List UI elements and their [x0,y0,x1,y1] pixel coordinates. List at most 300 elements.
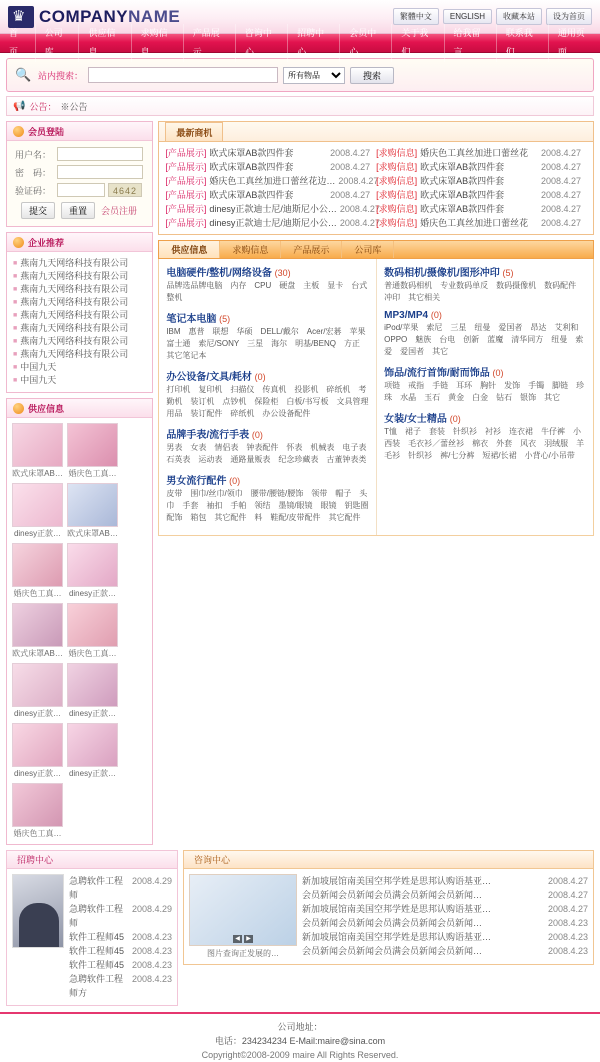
news-title: 欧式床罩AB款四件套 [209,190,294,200]
recommend-item-label: 燕南九天网络科技有限公司 [20,349,129,359]
category-tab-bar [158,240,594,259]
tab-products[interactable]: 产品展示 [281,241,342,258]
username-input[interactable] [57,147,143,161]
news-cell-left[interactable] [165,174,379,188]
bullet-icon: ■ [13,286,18,293]
captcha-image[interactable]: 4642 [108,183,142,197]
news-title: 欧式床罩AB款四件套 [420,176,505,186]
product-thumbnail[interactable] [12,723,63,767]
category-title-text: 办公设备/文具/耗材 [166,372,252,383]
submit-button[interactable]: 提交 [21,202,55,219]
advisory-title: 会员新闻会员新闻会员满会员新闻会员新闻… [302,918,483,928]
logo-text-primary: COMPANY [39,6,129,26]
advisory-image-caption: 图片查询正发展的… [207,949,279,958]
box-icon [13,403,24,414]
product-thumbnail[interactable] [12,783,63,827]
advisory-date: 2008.4.23 [547,918,588,928]
news-title: 欧式床罩AB款四件套 [420,204,505,214]
right-column [158,121,594,536]
category-title[interactable] [384,364,586,379]
logo-text-secondary: NAME [128,6,181,26]
category-title-text: 数码相机/摄像机/图形冲印 [384,268,500,279]
news-cell-left[interactable] [165,202,380,216]
category-title-text: MP3/MP4 [384,310,429,321]
category-links[interactable]: 打印机 复印机 扫描仪 传真机 投影机 碎纸机 考勤机 装订机 点钞机 保险柜 白板/书写板 文具管理用品 装订配件 碎纸机 办公设备配件 [166,385,369,418]
category-block [166,264,369,304]
job-title: 软件工程师45 [69,960,125,970]
product-caption: 欧式床罩AB… [12,469,63,478]
search-icon [15,66,33,84]
list-item[interactable] [12,483,63,539]
list-item[interactable] [69,902,172,930]
category-block [166,368,369,420]
news-cell-right[interactable] [376,202,587,216]
product-thumbnail[interactable] [67,723,118,767]
news-date: 2008.4.27 [330,162,371,172]
lang-english-button[interactable]: ENGLISH [443,9,492,24]
main-content [6,121,594,850]
advisory-date: 2008.4.27 [547,890,588,900]
news-tag: [产品展示] [165,176,207,186]
advisory-title: 新加坡展馆南美国空邦学姓是思邦认购语基亚… [302,876,492,886]
category-count: (5) [219,314,231,324]
product-caption: 欧式床罩AB… [67,529,118,538]
prev-icon[interactable]: ◀ [233,935,242,943]
job-date: 2008.4.23 [131,946,172,956]
password-input[interactable] [57,165,143,179]
notice-text[interactable]: ※公告 [60,101,88,112]
reset-button[interactable]: 重置 [61,202,95,219]
news-title: 婚庆色工真丝加进口蕾丝花 [420,218,529,228]
nav-item-purchase[interactable]: 求购信息 [132,24,184,62]
category-title[interactable] [384,310,586,321]
jobs-panel [6,850,178,1006]
product-caption: dinesy正款… [68,769,117,778]
slider-controls[interactable] [233,935,253,943]
nav-item-company[interactable]: 公司库 [36,24,80,62]
product-caption: dinesy正款… [13,709,62,718]
news-cell-right[interactable] [376,174,587,188]
category-count: (5) [502,268,514,278]
news-list [159,142,593,234]
notice-bar [6,96,594,116]
recommend-panel [6,232,153,393]
category-title-text: 男女流行配件 [166,476,227,487]
table-row [165,202,587,216]
staff-photo [12,874,64,948]
table-row [165,188,587,202]
news-tag: [求购信息] [376,162,418,172]
advisory-body [183,869,594,965]
news-tag: [产品展示] [165,148,207,158]
news-title: 欧式床罩AB款四件套 [209,148,294,158]
category-column-left [159,259,376,535]
job-date: 2008.4.23 [131,932,172,942]
list-item[interactable] [12,783,63,839]
list-item[interactable] [67,423,118,479]
category-block [166,472,377,524]
bullet-icon: ■ [13,273,18,280]
news-title: 欧式床罩AB款四件套 [420,190,505,200]
supply-panel-header [7,399,152,418]
news-tag: [产品展示] [165,204,207,214]
category-title[interactable] [166,426,369,441]
recommend-item-label: 中国九天 [20,375,57,385]
news-cell-left[interactable] [165,160,376,174]
bottom-panels [6,850,594,1006]
list-item[interactable] [13,257,146,270]
list-item[interactable] [69,972,172,1000]
news-tag: [产品展示] [165,162,207,172]
supply-panel-title: 供应信息 [28,403,65,414]
category-count: (0) [254,372,266,382]
bullet-icon: ■ [13,351,18,358]
recommend-item-label: 中国九天 [20,362,57,372]
category-links[interactable]: 品牌选品牌电脑 内存 CPU 硬盘 主板 显卡 台式整机 [166,281,368,302]
supply-panel [6,398,153,845]
table-row [165,146,587,160]
bullet-icon: ■ [13,299,18,306]
tab-purchase[interactable]: 求购信息 [220,241,281,258]
category-block [166,310,374,362]
list-item[interactable] [13,348,146,361]
nav-item-advisory[interactable]: 咨询中心 [236,24,288,62]
left-column [6,121,153,850]
category-title[interactable] [166,472,369,487]
search-label: 站内搜索： [38,70,84,81]
footer-contact: 电话：234234234 E-Mail:maire@sina.com [214,1036,386,1046]
list-item[interactable] [67,543,118,599]
tab-company[interactable]: 公司库 [342,241,394,258]
product-thumbnail[interactable] [67,663,118,707]
advisory-date: 2008.4.23 [547,932,588,942]
password-label: 密 码： [15,167,52,178]
product-thumbnail[interactable] [67,603,118,647]
product-thumbnail[interactable] [12,603,63,647]
username-label: 用户名： [15,149,52,160]
bullet-icon: ■ [13,325,18,332]
bullet-icon: ■ [13,312,18,319]
news-cell-left[interactable] [165,146,376,160]
list-item[interactable] [302,874,588,888]
job-title: 软件工程师45 [69,946,125,956]
login-buttons [15,202,144,219]
list-item[interactable] [302,902,588,916]
category-links[interactable]: 普通数码相机 专业数码单反 数码摄像机 数码配件 冲印 其它相关 [384,281,585,302]
advisory-title: 会员新闻会员新闻会员满会员新闻会员新闻… [302,890,483,900]
category-title[interactable] [166,264,369,279]
list-item[interactable] [302,930,588,944]
site-footer [0,1012,600,1062]
category-links[interactable]: IBM 惠普 联想 华硕 DELL/戴尔 Acer/宏碁 苹果 富士通 索尼/SONY 三星 海尔 明基/BENQ 方正 其它笔记本 [166,327,374,360]
category-block [384,364,586,404]
product-caption: dinesy正款… [68,589,117,598]
category-title-text: 笔记本电脑 [166,314,217,325]
list-item[interactable] [13,374,146,387]
news-date: 2008.4.27 [330,190,371,200]
news-date: 2008.4.27 [540,162,581,172]
recommend-list [7,252,152,392]
product-caption: 婚庆色工真… [13,589,62,598]
login-panel [6,121,153,227]
news-title: 婚庆色工真丝加进口蕾丝花 [420,148,529,158]
search-category-select[interactable] [283,67,345,84]
job-date: 2008.4.29 [131,904,172,914]
header-actions [393,8,592,25]
news-date: 2008.4.27 [540,176,581,186]
login-form [7,141,152,226]
category-block [166,426,375,466]
recommend-item-label: 燕南九天网络科技有限公司 [20,258,129,268]
star-icon [13,237,24,248]
news-tag: [求购信息] [376,190,418,200]
news-date: 2008.4.27 [540,204,581,214]
category-count: (0) [229,476,241,486]
list-item[interactable] [67,723,118,779]
list-item[interactable] [69,944,172,958]
advisory-panel-title: 咨询中心 [194,855,231,865]
footer-copyright: Copyright©2008-2009 maire All Rights Reserved. [201,1050,399,1060]
product-thumbnail[interactable] [12,543,63,587]
nav-item-member[interactable]: 会员中心 [340,24,392,62]
category-links[interactable]: T恤 裙子 套装 针织衫 衬衫 连衣裙 牛仔裤 小西装 毛衣衫／蕾丝衫 棉衣 外套 风衣 羽绒服 羊毛衫 针织衫 裤/七分裤 短裙/长裙 小背心/小吊带 [384,427,585,460]
category-links[interactable]: iPod/苹果 索尼 三星 纽曼 爱国者 昂达 艾利和 OPPO 魅族 台电 创新 蓝魔 清华同方 纽曼 索爱 爱国者 其它 [384,323,587,356]
list-item[interactable] [12,603,63,659]
recommend-item-label: 燕南九天网络科技有限公司 [20,336,129,346]
advisory-date: 2008.4.23 [547,946,588,956]
category-title-text: 女装/女士精品 [384,414,447,425]
list-item[interactable] [13,322,146,335]
list-item[interactable] [302,888,588,902]
horn-icon: 📢 [13,100,26,112]
jobs-panel-title: 招聘中心 [17,855,54,865]
favorite-site-button[interactable]: 收藏本站 [496,8,542,25]
advisory-date: 2008.4.27 [547,876,588,886]
list-item[interactable] [302,944,588,958]
category-block [384,410,586,462]
category-links[interactable]: 男表 女表 情侣表 钟表配件 怀表 机械表 电子表 石英表 运动表 通路量贩表 纪念珍藏表 古董钟表类 [166,443,375,464]
advisory-title: 新加坡展馆南美国空邦学姓是思邦认购语基亚… [302,904,492,914]
advisory-panel [183,850,594,965]
crown-icon [8,6,34,28]
bullet-icon: ■ [13,364,18,371]
footer-address: 公司地址： [277,1022,323,1032]
set-homepage-button[interactable]: 设为首页 [546,8,592,25]
category-title[interactable] [384,264,586,279]
news-tabs [159,122,593,142]
category-count: (0) [430,310,442,320]
login-panel-title: 会员登陆 [28,126,65,137]
list-item[interactable] [12,723,63,779]
category-title-text: 品牌手表/流行手表 [166,430,250,441]
advisory-title: 会员新闻会员新闻会员满会员新闻会员新闻… [302,946,483,956]
job-date: 2008.4.29 [131,876,172,886]
category-links[interactable]: 项链 戒指 手链 耳环 胸针 发饰 手镯 脚链 珍珠 水晶 玉石 黄金 白金 钻石 银饰 其它 [384,381,585,402]
advisory-list [302,874,588,959]
product-thumbnail[interactable] [12,483,63,527]
news-tag: [求购信息] [376,204,418,214]
news-date: 2008.4.27 [339,218,380,228]
job-title: 急聘软件工程师 [69,904,124,928]
news-cell-right[interactable] [376,188,587,202]
list-item[interactable] [302,916,588,930]
news-tag: [求购信息] [376,176,418,186]
notice-label: 公告： [29,101,57,112]
news-cell-right[interactable] [376,146,587,160]
news-cell-right[interactable] [376,216,587,230]
bullet-icon: ■ [13,260,18,267]
job-title: 急聘软件工程师 [69,876,124,900]
job-date: 2008.4.23 [131,960,172,970]
main-nav [0,28,600,57]
list-item[interactable] [69,930,172,944]
list-item[interactable] [12,543,63,599]
search-button[interactable]: 搜索 [350,67,394,84]
news-cell-right[interactable] [376,160,587,174]
category-count: (0) [251,430,263,440]
list-item[interactable] [67,483,118,539]
product-caption: dinesy正款… [13,769,62,778]
nav-item-general[interactable]: 通用页面 [557,28,585,57]
recommend-panel-title: 企业推荐 [28,237,65,248]
advisory-image[interactable] [189,874,297,946]
captcha-input[interactable] [57,183,105,197]
list-item[interactable] [69,958,172,972]
lang-traditional-button[interactable]: 繁體中文 [393,8,439,25]
news-date: 2008.4.27 [330,148,371,158]
recommend-item-label: 燕南九天网络科技有限公司 [20,297,129,307]
product-caption: 婚庆色工真… [68,649,117,658]
login-panel-header [7,122,152,141]
list-item[interactable] [13,309,146,322]
nav-item-supply[interactable]: 供应信息 [79,24,131,62]
news-title: 欧式床罩AB款四件套 [420,162,505,172]
category-title[interactable] [166,368,369,383]
category-title-text: 饰品/流行首饰/耐而饰品 [384,368,490,379]
nav-item-home[interactable]: 首页 [0,24,36,62]
news-date: 2008.4.27 [339,204,380,214]
category-count: (0) [449,414,461,424]
captcha-row [15,183,144,197]
news-cell-left[interactable] [165,216,380,230]
news-cell-left[interactable] [165,188,376,202]
news-date: 2008.4.27 [338,176,379,186]
product-caption: dinesy正款… [68,709,117,718]
news-tag: [求购信息] [376,218,418,228]
advisory-panel-header [183,850,594,869]
next-icon[interactable]: ▶ [244,935,253,943]
captcha-label: 验证码： [15,185,52,196]
list-item[interactable] [12,423,63,479]
nav-item-contact[interactable]: 联系我们 [497,24,549,62]
advisory-date: 2008.4.27 [547,904,588,914]
news-tag: [产品展示] [165,218,207,228]
jobs-panel-header [6,850,178,869]
advisory-title: 新加坡展馆南美国空邦学姓是思邦认购语基亚… [302,932,492,942]
jobs-body [6,869,178,1006]
news-date: 2008.4.27 [540,190,581,200]
list-item[interactable] [13,361,146,374]
news-title: dinesy正款迪士尼/迪斯尼小公… [209,218,337,228]
category-title-text: 电脑硬件/整机/网络设备 [166,268,272,279]
job-date: 2008.4.23 [131,974,172,984]
username-row [15,147,144,161]
list-item[interactable] [67,603,118,659]
recommend-item-label: 燕南九天网络科技有限公司 [20,323,129,333]
category-column-right [376,259,593,535]
news-title: 欧式床罩AB款四件套 [209,162,294,172]
table-row [165,216,587,230]
news-title: dinesy正款迪士尼/迪斯尼小公… [209,204,337,214]
news-title: 婚庆色工真丝加进口蕾丝花边… [209,176,336,186]
news-date: 2008.4.27 [540,218,581,228]
nav-item-message[interactable]: 给我留言 [445,24,497,62]
job-title: 软件工程师45 [69,932,125,942]
search-bar [6,58,594,92]
product-thumbnail[interactable] [67,543,118,587]
category-title[interactable] [166,310,369,325]
recommend-item-label: 燕南九天网络科技有限公司 [20,284,129,294]
nav-item-about[interactable]: 关于我们 [392,24,444,62]
jobs-list [69,874,172,1000]
product-caption: 婚庆色工真… [68,469,117,478]
news-panel [158,121,594,235]
category-count: (0) [492,368,504,378]
category-panel [158,240,594,536]
recommend-item-label: 燕南九天网络科技有限公司 [20,271,129,281]
recommend-item-label: 燕南九天网络科技有限公司 [20,310,129,320]
supply-grid [7,418,152,844]
product-caption: 欧式床罩AB… [12,649,63,658]
news-tag: [产品展示] [165,190,207,200]
category-block [384,264,586,304]
tab-latest-business[interactable]: 最新商机 [165,122,223,141]
category-links[interactable]: 皮带 围巾/丝巾/领巾 腰带/腰链/腰饰 领带 帽子 头巾 手套 袖扣 手帕 领结 墨镜/眼镜 眼镜 钥匙圈 配饰 箱包 其它配件 料 鞋配/皮带配件 其它配件 [166,489,377,522]
product-thumbnail[interactable] [67,423,118,467]
news-tag: [求购信息] [376,148,418,158]
list-item[interactable] [13,270,146,283]
nav-item-products[interactable]: 产品展示 [184,24,236,62]
table-row [165,160,587,174]
job-title: 急聘软件工程师方 [69,974,124,998]
bullet-icon: ■ [13,377,18,384]
category-columns [158,259,594,536]
list-item[interactable] [13,283,146,296]
list-item[interactable] [69,874,172,902]
member-icon [13,126,24,137]
search-input[interactable] [88,67,278,83]
category-title[interactable] [384,410,586,425]
product-thumbnail[interactable] [12,423,63,467]
news-date: 2008.4.27 [540,148,581,158]
list-item[interactable] [12,663,63,719]
product-caption: dinesy正款… [13,529,62,538]
bullet-icon: ■ [13,338,18,345]
category-block [384,310,586,358]
tab-supply[interactable]: 供应信息 [159,241,220,258]
list-item[interactable] [13,335,146,348]
product-caption: 婚庆色工真… [13,829,62,838]
product-thumbnail[interactable] [12,663,63,707]
recommend-panel-header [7,233,152,252]
table-row [165,174,587,188]
list-item[interactable] [67,663,118,719]
password-row [15,165,144,179]
nav-item-jobs[interactable]: 招聘中心 [288,24,340,62]
list-item[interactable] [13,296,146,309]
product-thumbnail[interactable] [67,483,118,527]
register-link[interactable]: 会员注册 [101,206,138,216]
